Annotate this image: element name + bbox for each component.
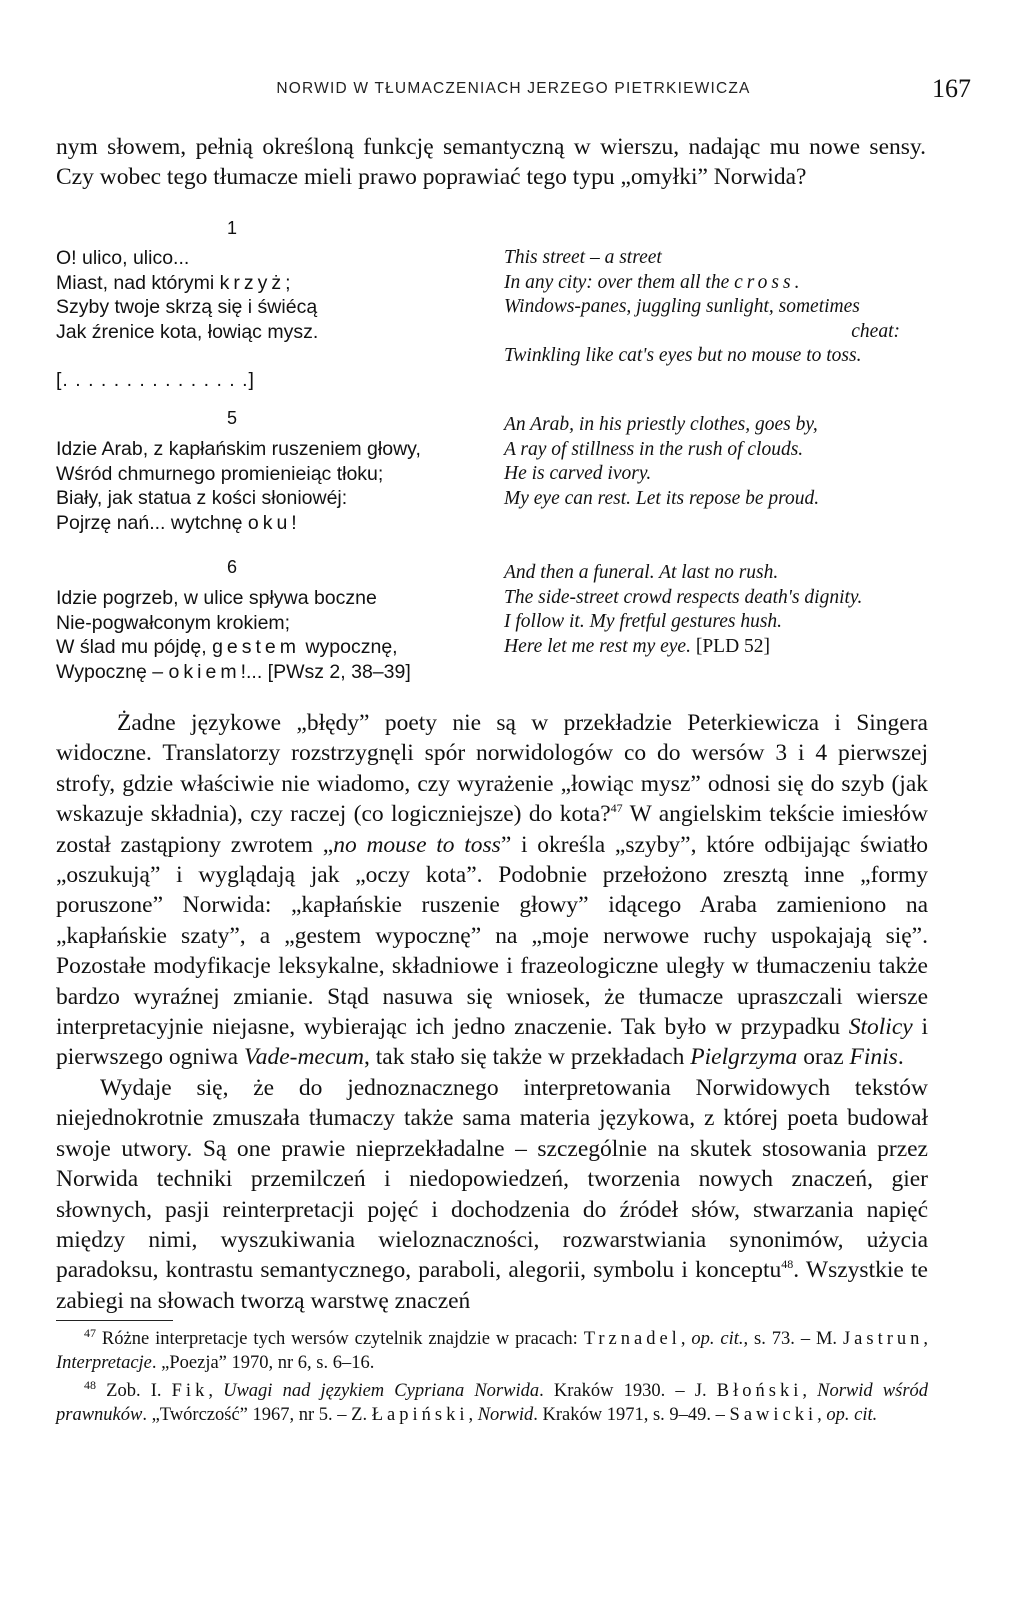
english-stanza-1 (504, 246, 916, 369)
verse-line (504, 635, 916, 660)
verse-line: Miast, nad którymi krzyż; (56, 271, 295, 294)
text-run: , (680, 1329, 692, 1349)
verse-line: Idzie pogrzeb, w ulice spływa boczne (56, 587, 377, 609)
page-header (56, 74, 971, 108)
verse-text: Here let me rest my eye. (504, 635, 691, 657)
text-run: . Kraków 1971, s. 9–49. – (533, 1404, 730, 1425)
work-title: Norwid wśród prawnuków (56, 1381, 929, 1425)
author-name: Łapiński (371, 1404, 469, 1425)
verse-line: Pojrzę nań... wytchnę oku! (56, 511, 301, 534)
footnote-divider (56, 1320, 173, 1321)
text-run: . „Poezja” 1970, nr 6, s. 6–16. (151, 1352, 375, 1373)
verse-line: Biały, jak statua z kości słoniowéj: (56, 487, 348, 509)
section-number: 6 (227, 557, 238, 577)
intro-paragraph: nym słowem, pełnią określoną funkcję semantyczną w wierszu, nadając mu nowe sensy. Czy wobec tego tłumacze mieli prawo poprawiać tego typu „omyłki” Norwida? (56, 134, 926, 190)
author-name: Błoński (716, 1381, 803, 1401)
footnote-mark: 48 (84, 1377, 96, 1392)
work-title: Uwagi nad językiem Cypriana Norwida (223, 1381, 540, 1401)
text-run: Różne interpretacje tych wersów czytelnik znajdzie w pracach: (96, 1329, 584, 1349)
footnote-mark: 47 (84, 1325, 96, 1340)
footnote-47 (56, 1325, 929, 1375)
work-title: Vade-mecum (243, 1044, 365, 1071)
work-title: Norwid (477, 1404, 534, 1425)
text-run: , tak stało się także w przekładach (364, 1044, 691, 1071)
verse-line: Szyby twoje skrzą się i świécą (56, 296, 318, 318)
section-number: 5 (227, 408, 238, 428)
text-run: . „Twórczość” 1967, nr 5. – Z. (142, 1404, 372, 1425)
citation: [PLD 52] (695, 635, 771, 657)
polish-stanza-1 (56, 246, 466, 344)
verse-line: And then a funeral. At last no rush. (504, 562, 779, 583)
work-title: Finis (849, 1044, 898, 1071)
polish-stanza-5 (56, 437, 466, 535)
verse-line: I follow it. My fretful gestures hush. (504, 611, 783, 632)
verse-line: cheat: (851, 320, 900, 342)
running-title: NORWID W TŁUMACZENIACH JERZEGO PIETRKIEWICZA (276, 80, 751, 97)
verse-line: Windows-panes, juggling sunlight, sometimes (504, 296, 860, 317)
work-title: Pielgrzyma (690, 1044, 798, 1071)
author-name: Fik (171, 1381, 209, 1401)
text-run: . (897, 1044, 904, 1071)
verse-line: Wypocznę – okiem!... [PWsz 2, 38–39] (56, 660, 411, 683)
verse-line: W ślad mu pójdę, gestem wypocznę, (56, 636, 398, 658)
verse-line: In any city: over them all the cross. (504, 271, 804, 293)
verse-line: My eye can rest. Let its repose be proud. (504, 487, 820, 509)
citation-abbr: op. cit. (826, 1404, 878, 1425)
citation-abbr: op. cit. (691, 1329, 744, 1349)
author-name: Sawicki (729, 1404, 818, 1425)
text-run: , (802, 1381, 818, 1401)
footnote-ref[interactable]: 48 (781, 1257, 794, 1272)
english-stanza-6 (504, 561, 916, 659)
section-number: 1 (227, 218, 238, 238)
verse-line: O! ulico, ulico... (56, 247, 190, 269)
verse-line: He is carved ivory. (504, 463, 652, 484)
verse-line: An Arab, in his priestly clothes, goes by, (504, 414, 818, 435)
footnote-ref[interactable]: 47 (610, 801, 623, 816)
text-run: . Wszystkie te zabiegi na słowach tworzą warstwę znaczeń (56, 1257, 928, 1314)
text-run: . Kraków 1930. – J. (539, 1381, 717, 1401)
text-run: , s. 73. – M. (743, 1329, 843, 1349)
verse-line: This street – a street (504, 247, 662, 268)
text-run: , (208, 1381, 224, 1401)
footnote-48 (56, 1377, 929, 1427)
text-run: W angielskim tekście imiesłów został zastąpiony zwrotem „ (56, 801, 928, 858)
author-name: Trznadel (583, 1329, 681, 1349)
verse-line: Idzie Arab, z kapłańskim ruszeniem głowy, (56, 438, 421, 460)
verse-line: Wśród chmurnego promienieiąc tłoku; (56, 462, 384, 485)
text-run: Wydaje się, że do jednoznacznego interpretowania Norwidowych tekstów niejednokrotnie zmuszała tłumaczy także sama materia językowa, z której poeta budował swoje utwory. Są one prawie nieprzekładalne – szczególnie na skutek stosowania przez Norwida techniki przemilczeń i niedopowiedzeń, tworzenia nowych znaczeń, gier słownych, pasji reinterpretacji pojęć i dochodzenia do źródeł słów, stwarzania napięć między nimi, wyszukiwania wieloznaczności, rozwarstwiania synonimów, użycia paradoksu, kontrastu semantycznego, paraboli, alegorii, symbolu i konceptu (56, 1074, 928, 1284)
paragraph (56, 708, 928, 1073)
footnotes (56, 1325, 929, 1432)
author-name: Jastrun (842, 1329, 924, 1349)
text-run: Zob. I. (96, 1381, 172, 1401)
ellipsis-omission: [. . . . . . . . . . . . . . .] (56, 369, 255, 391)
text-run: Żadne językowe „błędy” poety nie są w przekładzie Peterkiewicza i Singera widoczne. Translatorzy rozstrzygnęli spór norwidologów co do wersów 3 i 4 pierwszej strofy, gdzie właściwie nie wiadomo, czy wyrażenie „łowiąc mysz” odnosi się do szyb (jak wskazuje składnia), czy raczej (co logiczniejsze) do kota? (56, 710, 928, 828)
verse-line: Nie-pogwałconym krokiem; (56, 611, 291, 634)
text-run: , (468, 1404, 478, 1425)
quote-italic: no mouse to toss (333, 831, 501, 858)
english-stanza-5 (504, 413, 916, 511)
verse-line: The side-street crowd respects death's dignity. (504, 586, 863, 608)
polish-stanza-6 (56, 586, 466, 684)
verse-line: A ray of stillness in the rush of clouds. (504, 438, 804, 460)
text-run: , (923, 1329, 929, 1349)
verse-line: Twinkling like cat's eyes but no mouse to toss. (504, 345, 862, 366)
body-text (56, 708, 928, 1316)
paragraph (56, 1073, 928, 1316)
work-title: Interpretacje (56, 1352, 152, 1373)
text-run: ” i określa „szyby”, które odbijając światło „oszukują” i wyglądają jak „oczy kota”. Podobnie przełożono zresztą inne „formy poruszone” Norwida: „kapłańskie ruszenie głowy” idącego Araba zamieniono na „kapłańskie szaty”, a „gestem wypocznę” na „moje nerwowe ruchy uspokajają się”. Pozostałe modyfikacje leksykalne, składniowe i frazeologiczne uległy w tłumaczeniu także bardzo wyraźnej zmianie. Stąd nasuwa się wniosek, że tłumacze upraszczali wiersze interpretacyjnie niejasne, wybierając ich jedno znaczenie. Tak było w przypadku (56, 831, 928, 1041)
page-number: 167 (932, 74, 971, 103)
verse-line: Jak źrenice kota, łowiąc mysz. (56, 320, 319, 343)
text-run: , (817, 1404, 827, 1425)
text-run: oraz (797, 1044, 850, 1071)
work-title: Stolicy (848, 1014, 913, 1041)
text-run: i pierwszego ogniwa (56, 1014, 928, 1071)
